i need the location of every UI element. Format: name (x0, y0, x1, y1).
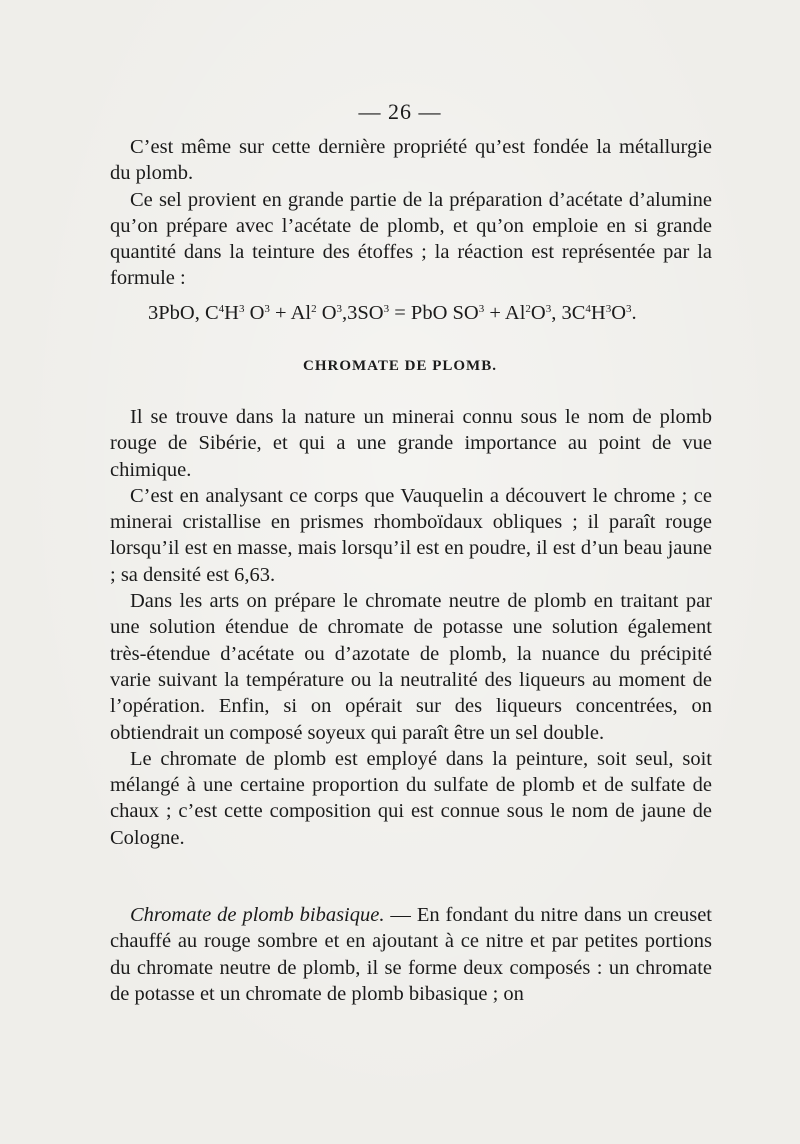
chemical-formula: 3PbO, $C^4H^3$ $O^3 + Al^2$ $O^3,3SO^3$ = PbO $SO^3 + Al^2O^3$, $3C^4H^3O^3$. (148, 302, 637, 324)
paragraph-preparation: Dans les arts on prépare le chromate neutre de plomb en traitant par une solution étendue de chromate de potasse une solution également très-étendue d’acétate ou d’azotate de plomb, la nuance du précipité varie suivant la température ou la neutralité des liqueurs au moment de l’opération. Enfin, si on opérait sur des liqueurs concentrées, on obtiendrait un composé soyeux qui paraît être un sel double. (110, 590, 712, 744)
page-number: — 26 — (358, 99, 442, 124)
text-block-intro (110, 134, 712, 292)
section-heading: CHROMATE DE PLOMB. (303, 358, 497, 374)
text-block-bibasic (110, 902, 712, 1007)
paragraph-bibasic (110, 902, 712, 1007)
subsection-title: Chromate de plomb bibasique. (130, 904, 385, 926)
paragraph-acetate: Ce sel provient en grande partie de la préparation d’acétate d’alumine qu’on prépare avec l’acétate de plomb, et qu’on emploie en si grande quantité dans la teinture des étoffes ; la réaction est représentée par la formule : (110, 188, 712, 290)
paragraph-painting: Le chromate de plomb est employé dans la peinture, soit seul, soit mélangé à une certaine proportion du sulfate de plomb et de sulfate de chaux ; c’est cette composition qui est connue sous le nom de jaune de Cologne. (110, 747, 712, 849)
text-block-chromate (110, 404, 712, 851)
subsection-text: — En fondant du nitre dans un creuset chauffé au rouge sombre et en ajoutant à ce nitre et par petites portions du chromate neutre de plomb, il se forme deux composés : un chromate de potasse et un chromate de plomb bibasique ; on (110, 904, 712, 1005)
paragraph-vauquelin: C’est en analysant ce corps que Vauquelin a découvert le chrome ; ce minerai cristallise en prismes rhomboïdaux obliques ; il paraît rouge lorsqu’il est en masse, mais lorsqu’il est en poudre, il est d’un beau jaune ; sa densité est 6,63. (110, 484, 712, 586)
paragraph-metallurgy: C’est même sur cette dernière propriété qu’est fondée la métallurgie du plomb. (110, 136, 712, 185)
paragraph-siberia: Il se trouve dans la nature un minerai connu sous le nom de plomb rouge de Sibérie, et qui a une grande importance au point de vue chimique. (110, 406, 712, 481)
